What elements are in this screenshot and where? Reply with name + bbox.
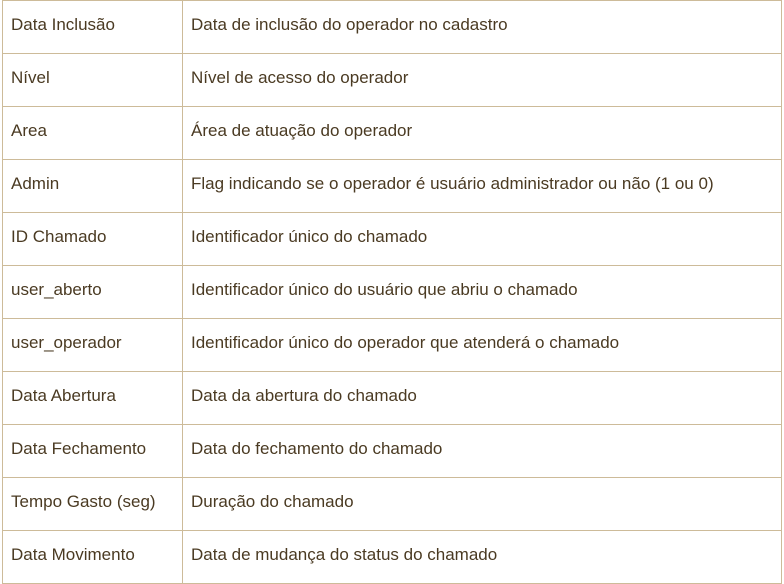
field-description-cell: Flag indicando se o operador é usuário administrador ou não (1 ou 0)	[183, 160, 782, 213]
field-name-cell: Data Abertura	[3, 372, 183, 425]
table-row	[3, 54, 782, 107]
field-name-cell: user_operador	[3, 319, 183, 372]
field-name-cell: Admin	[3, 160, 183, 213]
table-row	[3, 372, 782, 425]
table-row	[3, 266, 782, 319]
table-row	[3, 213, 782, 266]
table-row	[3, 531, 782, 584]
field-definition-table	[2, 0, 782, 584]
field-description-cell: Data de inclusão do operador no cadastro	[183, 1, 782, 54]
field-name-cell: Data Movimento	[3, 531, 183, 584]
field-name-cell: ID Chamado	[3, 213, 183, 266]
field-name-cell: Area	[3, 107, 183, 160]
table-row	[3, 107, 782, 160]
field-name-cell: Nível	[3, 54, 183, 107]
field-name-cell: Data Fechamento	[3, 425, 183, 478]
table-row	[3, 478, 782, 531]
table-row	[3, 319, 782, 372]
field-name-cell: user_aberto	[3, 266, 183, 319]
field-description-cell: Identificador único do chamado	[183, 213, 782, 266]
field-description-cell: Nível de acesso do operador	[183, 54, 782, 107]
field-name-cell: Data Inclusão	[3, 1, 183, 54]
field-description-cell: Área de atuação do operador	[183, 107, 782, 160]
field-description-cell: Data da abertura do chamado	[183, 372, 782, 425]
table-row	[3, 425, 782, 478]
table-row	[3, 1, 782, 54]
field-description-cell: Data de mudança do status do chamado	[183, 531, 782, 584]
field-description-cell: Duração do chamado	[183, 478, 782, 531]
field-description-cell: Identificador único do usuário que abriu o chamado	[183, 266, 782, 319]
field-description-cell: Data do fechamento do chamado	[183, 425, 782, 478]
field-name-cell: Tempo Gasto (seg)	[3, 478, 183, 531]
field-description-cell: Identificador único do operador que atenderá o chamado	[183, 319, 782, 372]
table-row	[3, 160, 782, 213]
